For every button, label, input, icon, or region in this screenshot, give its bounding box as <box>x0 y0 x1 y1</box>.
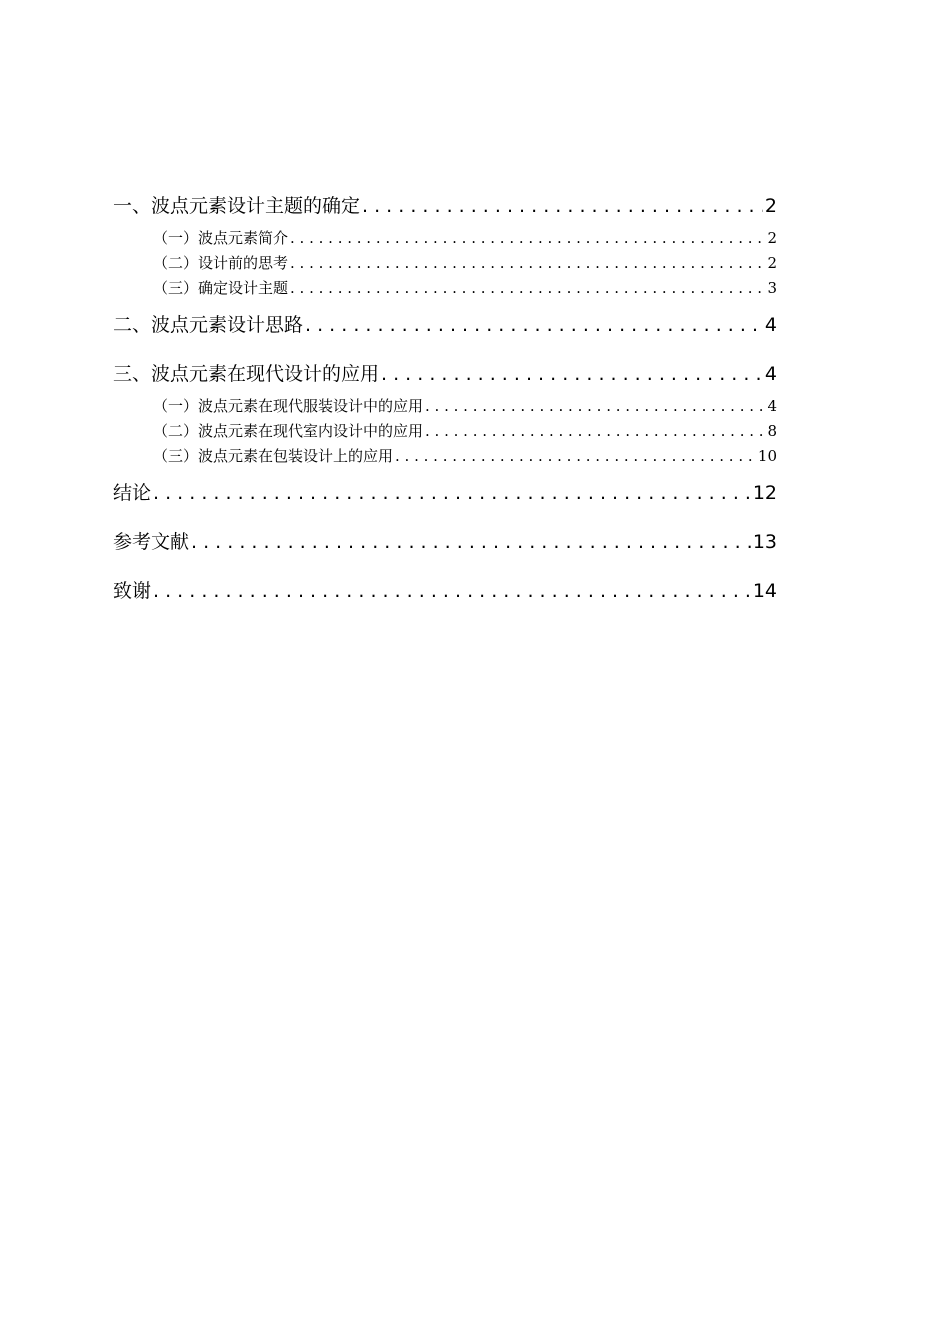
toc-leader-dots <box>425 394 765 419</box>
toc-leader-dots <box>362 192 763 220</box>
toc-leader-dots <box>305 311 763 339</box>
toc-entry-title: （一）波点元素简介 <box>153 229 289 247</box>
toc-entry[interactable] <box>113 528 777 556</box>
toc-entry-page: 12 <box>752 482 777 504</box>
toc-entry-page: 4 <box>767 397 777 415</box>
toc-entry-title: 二、波点元素设计思路 <box>113 314 304 336</box>
toc-entry[interactable] <box>113 394 777 419</box>
toc-entry-page: 4 <box>764 363 777 385</box>
toc-entry[interactable] <box>113 419 777 444</box>
toc-leader-dots <box>153 577 751 605</box>
toc-entry-page: 10 <box>757 447 777 465</box>
toc-entry-page: 14 <box>752 580 777 602</box>
toc-entry-title: 致谢 <box>113 580 152 602</box>
toc-entry[interactable] <box>113 444 777 469</box>
toc-entry-page: 4 <box>764 314 777 336</box>
toc-entry[interactable] <box>113 192 777 220</box>
toc-entry-page: 2 <box>764 195 777 217</box>
toc-entry[interactable] <box>113 311 777 339</box>
table-of-contents <box>113 192 777 605</box>
toc-entry[interactable] <box>113 226 777 251</box>
toc-entry-page: 3 <box>767 279 777 297</box>
toc-leader-dots <box>191 528 751 556</box>
toc-entry-title: （三）波点元素在包装设计上的应用 <box>153 447 394 465</box>
toc-entry-title: （二）设计前的思考 <box>153 254 289 272</box>
toc-entry-page: 13 <box>752 531 777 553</box>
toc-entry[interactable] <box>113 360 777 388</box>
toc-entry-page: 2 <box>767 229 777 247</box>
toc-entry[interactable] <box>113 276 777 301</box>
toc-entry-title: 三、波点元素在现代设计的应用 <box>113 363 380 385</box>
toc-leader-dots <box>425 419 765 444</box>
toc-leader-dots <box>290 276 765 301</box>
toc-leader-dots <box>395 444 756 469</box>
toc-entry-title: （三）确定设计主题 <box>153 279 289 297</box>
toc-entry[interactable] <box>113 577 777 605</box>
toc-entry-page: 2 <box>767 254 777 272</box>
toc-entry-title: （一）波点元素在现代服装设计中的应用 <box>153 397 424 415</box>
toc-leader-dots <box>381 360 763 388</box>
toc-entry-title: 参考文献 <box>113 531 190 553</box>
toc-entry-page: 8 <box>767 422 777 440</box>
toc-entry-title: （二）波点元素在现代室内设计中的应用 <box>153 422 424 440</box>
toc-leader-dots <box>153 479 751 507</box>
toc-entry-title: 结论 <box>113 482 152 504</box>
toc-leader-dots <box>290 226 765 251</box>
toc-entry[interactable] <box>113 479 777 507</box>
toc-leader-dots <box>290 251 765 276</box>
toc-entry[interactable] <box>113 251 777 276</box>
toc-entry-title: 一、波点元素设计主题的确定 <box>113 195 361 217</box>
